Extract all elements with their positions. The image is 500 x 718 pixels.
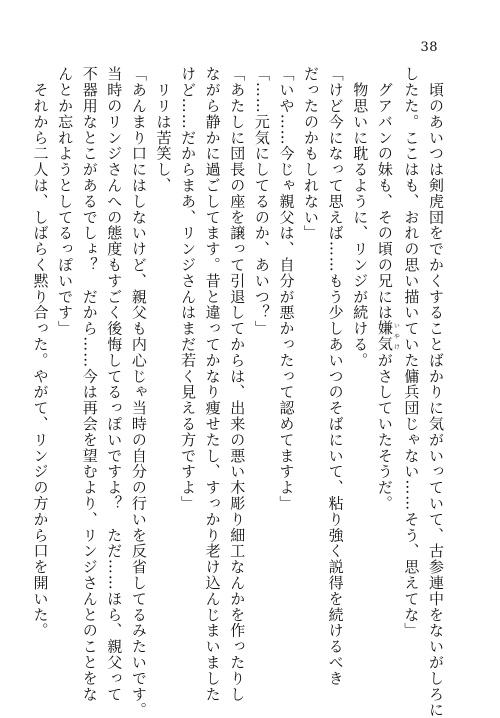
text-segment: グアバンの妹も、その頃の兄には bbox=[375, 66, 394, 321]
text-line: けど……だからまあ、リンジさんはまだ若く見える方ですよ」 bbox=[179, 66, 198, 512]
text-line: 「けど今になって思えば……もう少しあいつのそばにいて、粘り強く説得を続けるべき bbox=[326, 66, 345, 687]
text-line bbox=[372, 66, 399, 666]
text-line: 「あんまり口にはしないけど、親父も内心じゃ当時の自分の行いを反省してるみたいです。 bbox=[129, 66, 148, 718]
text-line: したた。ここはも、おれの思い描いていた傭兵団じゃない……そう、思えてな」 bbox=[402, 66, 421, 639]
text-line: 「あたしに団長の座を譲って引退してからは、出来の悪い木彫り細工なんかを作ったりし bbox=[228, 66, 247, 702]
text-line: だったのかもしれない」 bbox=[302, 66, 321, 241]
text-line: 物思いに耽るように、リンジが続ける。 bbox=[351, 66, 370, 369]
text-segment: がさしていたそうだ。 bbox=[375, 352, 394, 512]
text-line: 頃のあいつは剣虎団をでかくすることばかりに気がいっていて、古参連中をないがしろに bbox=[427, 66, 445, 718]
text-line: ながら静かに過ごしてます。昔と違ってかなり痩せたし、すっかり老け込んじまいました bbox=[203, 66, 222, 702]
text-line: 不器用なとこがあるでしょ？ だから……今は再会を望むより、リンジさんとのことをな bbox=[80, 66, 99, 702]
vertical-text-body bbox=[28, 66, 448, 718]
page-number: 38 bbox=[420, 40, 438, 55]
text-line: それから二人は、しばらく黙り合った。やがて、リンジの方から口を開いた。 bbox=[31, 66, 50, 639]
ruby-base: 嫌気 bbox=[375, 320, 394, 353]
text-line: 「……元気にしてるのか、あいつ？」 bbox=[252, 66, 271, 337]
ruby-annotation bbox=[375, 320, 400, 353]
text-line: 当時のリンジさんへの態度もすごく後悔してるっぽいですよ？ ただ……ほら、親父って bbox=[105, 66, 124, 702]
text-line: リリは苦笑し、 bbox=[154, 66, 173, 194]
ruby-text: いやけ bbox=[392, 320, 400, 353]
text-line: 「いや……今じゃ親父は、自分が悪かったって認めてますよ」 bbox=[277, 66, 296, 512]
text-line: んとか忘れようとしてるっぽいです」 bbox=[56, 66, 75, 337]
